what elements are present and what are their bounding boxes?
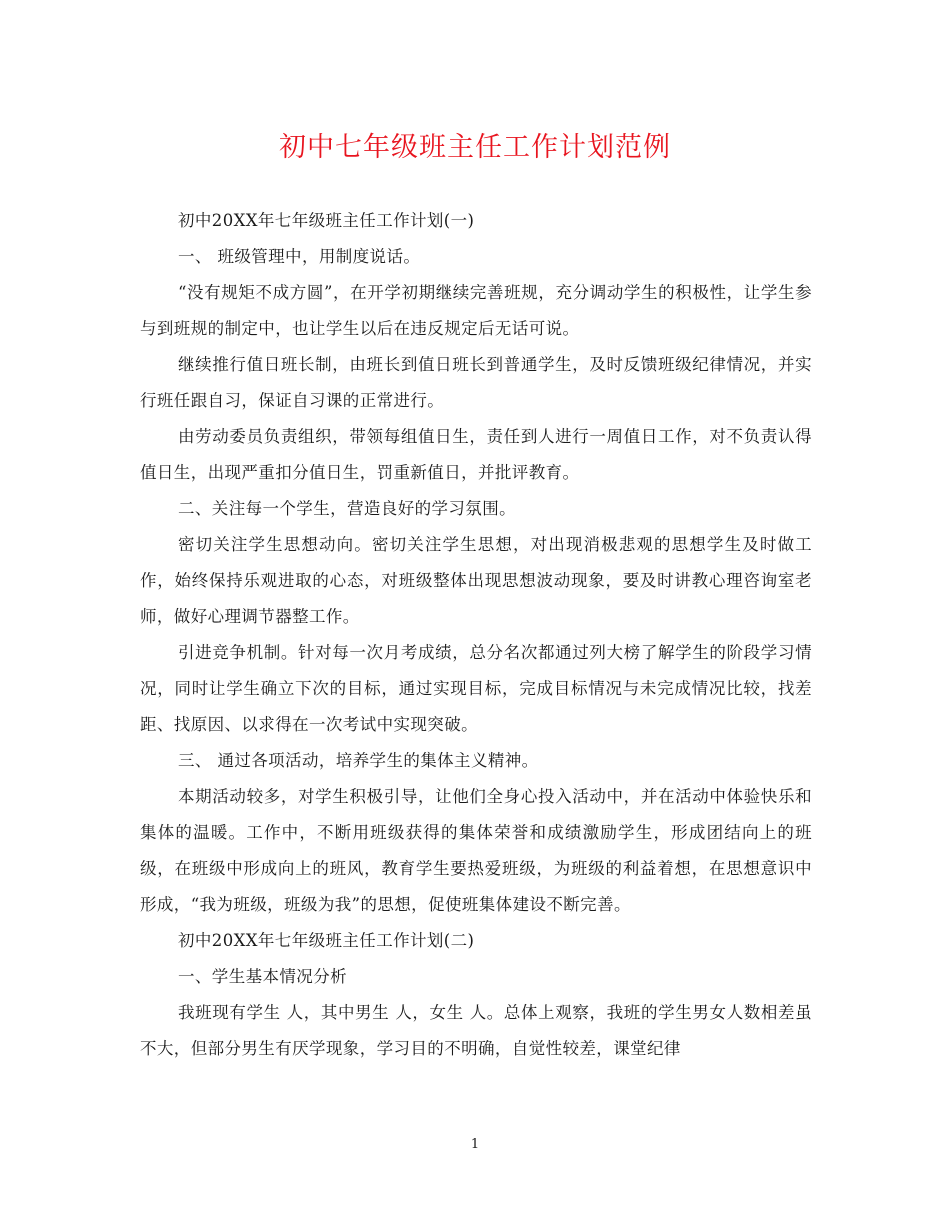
body-paragraph: 引进竞争机制。针对每一次月考成绩，总分名次都通过列大榜了解学生的阶段学习情况，同时让学生确立下次的目标，通过实现目标，完成目标情况与未完成情况比较，找差距、找原因、以求得在一次考试中实现突破。	[140, 643, 812, 734]
body-paragraph: 本期活动较多，对学生积极引导，让他们全身心投入活动中，并在活动中体验快乐和集体的温暖。工作中，不断用班级获得的集体荣誉和成绩激励学生，形成团结向上的班级，在班级中形成向上的班风，教育学生要热爱班级，为班级的利益着想，在思想意识中形成，“我为班级，班级为我”的思想，促使班集体建设不断完善。	[140, 787, 812, 914]
subheading-collective-activities: 三、 通过各项活动，培养学生的集体主义精神。	[178, 751, 539, 770]
section-heading-plan-two: 初中20XX年七年级班主任工作计划(二)	[178, 931, 475, 950]
subheading-care-for-students: 二、关注每一个学生，营造良好的学习氛围。	[178, 499, 516, 518]
document-body	[140, 203, 812, 1067]
subheading-class-management: 一、 班级管理中，用制度说话。	[178, 247, 421, 266]
document-title: 初中七年级班主任工作计划范例	[279, 132, 671, 163]
body-paragraph: 继续推行值日班长制，由班长到值日班长到普通学生，及时反馈班级纪律情况，并实行班任跟自习，保证自习课的正常进行。	[140, 355, 812, 410]
body-paragraph: “没有规矩不成方圆”，在开学初期继续完善班规，充分调动学生的积极性，让学生参与到班规的制定中，也让学生以后在违反规定后无话可说。	[140, 283, 812, 338]
body-paragraph: 密切关注学生思想动向。密切关注学生思想，对出现消极悲观的思想学生及时做工作，始终保持乐观进取的心态，对班级整体出现思想波动现象，要及时讲教心理咨询室老师，做好心理调节器整工作。	[140, 535, 812, 626]
subheading-student-analysis: 一、学生基本情况分析	[178, 967, 347, 986]
body-paragraph: 由劳动委员负责组织，带领每组值日生，责任到人进行一周值日工作，对不负责认得值日生，出现严重扣分值日生，罚重新值日，并批评教育。	[140, 427, 812, 482]
body-paragraph: 我班现有学生 人，其中男生 人，女生 人。总体上观察，我班的学生男女人数相差虽不大，但部分男生有厌学现象，学习目的不明确，自觉性较差，课堂纪律	[140, 1003, 812, 1058]
page-number: 1	[470, 1137, 480, 1152]
section-heading-plan-one: 初中20XX年七年级班主任工作计划(一)	[178, 211, 475, 230]
